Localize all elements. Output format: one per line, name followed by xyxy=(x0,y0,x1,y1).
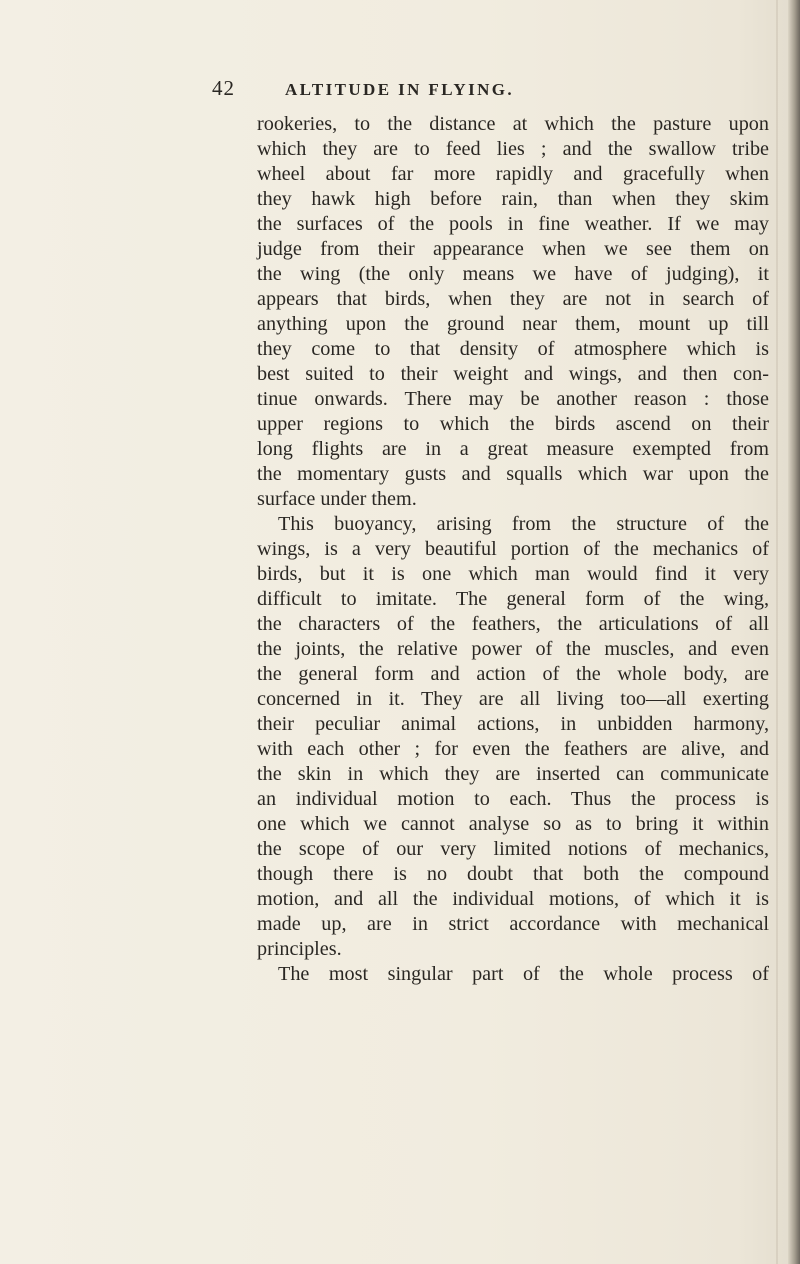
text-line: tinue onwards. There may be another reason : those xyxy=(257,388,769,410)
text-line: appears that birds, when they are not in search of xyxy=(257,288,769,310)
text-line: the characters of the feathers, the articulations of all xyxy=(257,613,769,635)
text-line: with each other ; for even the feathers are alive, and xyxy=(257,738,769,760)
text-line: birds, but it is one which man would find it very xyxy=(257,563,769,585)
text-line: made up, are in strict accordance with mechanical xyxy=(257,913,769,935)
text-line: surface under them. xyxy=(257,488,417,510)
text-line: their peculiar animal actions, in unbidden harmony, xyxy=(257,713,769,735)
text-line: they hawk high before rain, than when they skim xyxy=(257,188,769,210)
text-line: the general form and action of the whole body, are xyxy=(257,663,769,685)
text-line: wings, is a very beautiful portion of the mechanics of xyxy=(257,538,769,560)
text-line: wheel about far more rapidly and gracefully when xyxy=(257,163,769,185)
text-line: judge from their appearance when we see them on xyxy=(257,238,769,260)
text-line: principles. xyxy=(257,938,342,960)
paragraph-start-line: This buoyancy, arising from the structure of the xyxy=(278,513,769,535)
page-edge-shadow xyxy=(788,0,800,1264)
text-line: the surfaces of the pools in fine weather. If we may xyxy=(257,213,769,235)
paragraph-start-line: The most singular part of the whole process of xyxy=(278,963,769,985)
text-line: motion, and all the individual motions, of which it is xyxy=(257,888,769,910)
text-line: the wing (the only means we have of judging), it xyxy=(257,263,769,285)
text-line: long flights are in a great measure exempted from xyxy=(257,438,769,460)
text-line: though there is no doubt that both the compound xyxy=(257,863,769,885)
text-line: the skin in which they are inserted can communicate xyxy=(257,763,769,785)
text-line: an individual motion to each. Thus the process is xyxy=(257,788,769,810)
text-line: upper regions to which the birds ascend on their xyxy=(257,413,769,435)
running-head: ALTITUDE IN FLYING. xyxy=(285,80,515,99)
text-line: the joints, the relative power of the muscles, and even xyxy=(257,638,769,660)
text-line: they come to that density of atmosphere which is xyxy=(257,338,769,360)
text-line: anything upon the ground near them, mount up till xyxy=(257,313,769,335)
text-line: the scope of our very limited notions of mechanics, xyxy=(257,838,769,860)
page-number: 42 xyxy=(212,76,235,100)
text-line: difficult to imitate. The general form of the wing, xyxy=(257,588,769,610)
text-line: the momentary gusts and squalls which war upon the xyxy=(257,463,769,485)
body-text xyxy=(257,112,769,987)
page-header xyxy=(0,76,800,106)
text-line: which they are to feed lies ; and the swallow tribe xyxy=(257,138,769,160)
text-line: concerned in it. They are all living too—all exerting xyxy=(257,688,769,710)
text-line: rookeries, to the distance at which the pasture upon xyxy=(257,113,769,135)
text-line: best suited to their weight and wings, and then con- xyxy=(257,363,769,385)
text-line: one which we cannot analyse so as to bring it within xyxy=(257,813,769,835)
page-edge-line xyxy=(776,0,778,1264)
